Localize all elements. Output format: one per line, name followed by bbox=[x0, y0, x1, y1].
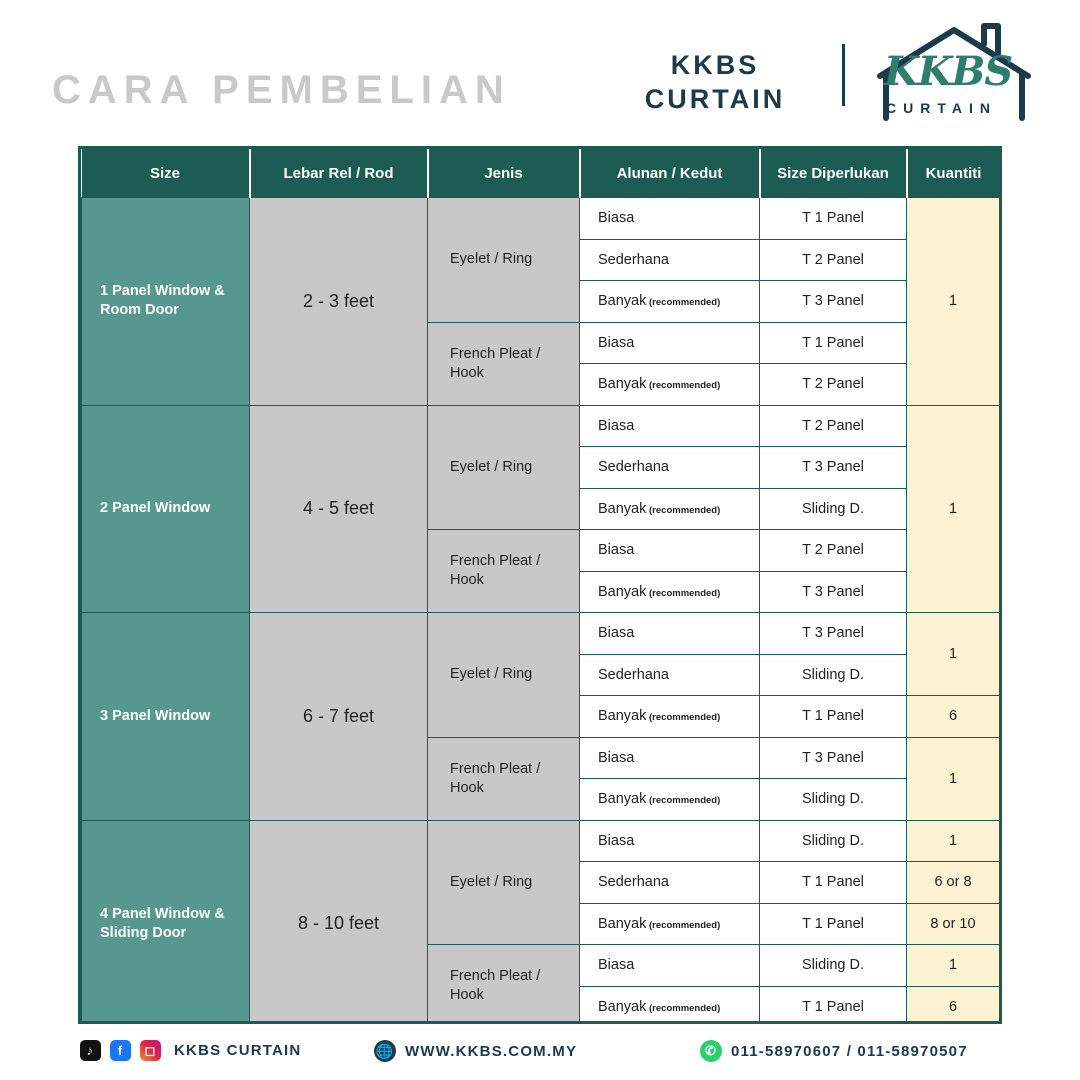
recommended-tag: (recommended) bbox=[646, 712, 721, 724]
alunan-label: Biasa bbox=[598, 334, 635, 351]
recommended-tag: (recommended) bbox=[646, 1002, 721, 1014]
cell-size-diperlukan: Sliding D. bbox=[760, 820, 907, 862]
alunan-label: Banyak bbox=[598, 500, 647, 517]
column-header-size-diperlukan: Size Diperlukan bbox=[760, 149, 907, 198]
cell-alunan-kedut bbox=[580, 571, 760, 613]
brand-divider bbox=[842, 44, 845, 106]
page-title: CARA PEMBELIAN bbox=[52, 68, 511, 112]
cell-size-diperlukan: Sliding D. bbox=[760, 654, 907, 696]
cell-size: 4 Panel Window & Sliding Door bbox=[82, 820, 250, 1024]
column-header-size: Size bbox=[82, 149, 250, 198]
cell-jenis: Eyelet / Ring bbox=[428, 198, 580, 323]
cell-jenis: Eyelet / Ring bbox=[428, 820, 580, 945]
cell-alunan-kedut bbox=[580, 530, 760, 572]
alunan-label: Biasa bbox=[598, 625, 635, 642]
alunan-label: Biasa bbox=[598, 542, 635, 559]
cell-size-diperlukan: T 3 Panel bbox=[760, 281, 907, 323]
cell-size-diperlukan: T 3 Panel bbox=[760, 447, 907, 489]
cell-size-diperlukan: T 3 Panel bbox=[760, 737, 907, 779]
alunan-label: Banyak bbox=[598, 708, 647, 725]
cell-size-diperlukan: T 1 Panel bbox=[760, 862, 907, 904]
globe-icon: 🌐 bbox=[374, 1040, 396, 1062]
alunan-label: Sederhana bbox=[598, 874, 669, 891]
footer-social bbox=[80, 1040, 301, 1061]
cell-size-diperlukan: T 2 Panel bbox=[760, 239, 907, 281]
cell-alunan-kedut bbox=[580, 986, 760, 1024]
table-row bbox=[82, 198, 1000, 240]
alunan-label: Banyak bbox=[598, 791, 647, 808]
table-body bbox=[82, 198, 1000, 1025]
cell-alunan-kedut bbox=[580, 945, 760, 987]
cell-size-diperlukan: T 3 Panel bbox=[760, 613, 907, 655]
footer-website[interactable] bbox=[374, 1040, 577, 1062]
cell-alunan-kedut bbox=[580, 322, 760, 364]
table-row bbox=[82, 820, 1000, 862]
instagram-icon[interactable]: ◻ bbox=[140, 1040, 161, 1061]
cell-kuantiti: 6 or 8 bbox=[907, 862, 1000, 904]
alunan-label: Banyak bbox=[598, 915, 647, 932]
purchase-guide-table bbox=[81, 149, 1000, 1024]
cell-jenis: French Pleat / Hook bbox=[428, 737, 580, 820]
cell-alunan-kedut bbox=[580, 862, 760, 904]
cell-kuantiti: 6 bbox=[907, 696, 1000, 738]
logo bbox=[866, 18, 1046, 130]
footer-website-text: WWW.KKBS.COM.MY bbox=[405, 1042, 578, 1060]
cell-alunan-kedut bbox=[580, 447, 760, 489]
brand-line-2: CURTAIN bbox=[644, 84, 786, 114]
cell-alunan-kedut bbox=[580, 779, 760, 821]
alunan-label: Biasa bbox=[598, 957, 635, 974]
recommended-tag: (recommended) bbox=[646, 587, 721, 599]
alunan-label: Banyak bbox=[598, 583, 647, 600]
cell-alunan-kedut bbox=[580, 488, 760, 530]
facebook-icon[interactable]: f bbox=[110, 1040, 131, 1061]
cell-size: 1 Panel Window & Room Door bbox=[82, 198, 250, 406]
cell-size-diperlukan: T 1 Panel bbox=[760, 696, 907, 738]
alunan-label: Banyak bbox=[598, 376, 647, 393]
whatsapp-icon: ✆ bbox=[700, 1040, 722, 1062]
cell-size-diperlukan: T 3 Panel bbox=[760, 571, 907, 613]
recommended-tag: (recommended) bbox=[646, 919, 721, 931]
cell-alunan-kedut bbox=[580, 405, 760, 447]
cell-jenis: French Pleat / Hook bbox=[428, 322, 580, 405]
alunan-label: Biasa bbox=[598, 749, 635, 766]
alunan-label: Sederhana bbox=[598, 459, 669, 476]
cell-jenis: French Pleat / Hook bbox=[428, 530, 580, 613]
cell-size-diperlukan: Sliding D. bbox=[760, 945, 907, 987]
recommended-tag: (recommended) bbox=[646, 504, 721, 516]
table-row bbox=[82, 405, 1000, 447]
recommended-tag: (recommended) bbox=[646, 297, 721, 309]
cell-kuantiti: 1 bbox=[907, 820, 1000, 862]
cell-kuantiti: 1 bbox=[907, 945, 1000, 987]
alunan-label: Biasa bbox=[598, 417, 635, 434]
footer-phone[interactable] bbox=[700, 1040, 968, 1062]
cell-jenis: Eyelet / Ring bbox=[428, 613, 580, 738]
cell-size: 2 Panel Window bbox=[82, 405, 250, 613]
cell-lebar-rel-rod: 8 - 10 feet bbox=[250, 820, 428, 1024]
cell-kuantiti: 8 or 10 bbox=[907, 903, 1000, 945]
cell-alunan-kedut bbox=[580, 239, 760, 281]
cell-alunan-kedut bbox=[580, 364, 760, 406]
alunan-label: Banyak bbox=[598, 293, 647, 310]
tiktok-icon[interactable]: ♪ bbox=[80, 1040, 101, 1061]
cell-size: 3 Panel Window bbox=[82, 613, 250, 821]
cell-size-diperlukan: Sliding D. bbox=[760, 488, 907, 530]
header bbox=[0, 0, 1080, 140]
column-header-lebar-rel-rod: Lebar Rel / Rod bbox=[250, 149, 428, 198]
cell-size-diperlukan: T 1 Panel bbox=[760, 198, 907, 240]
cell-kuantiti: 1 bbox=[907, 405, 1000, 613]
footer bbox=[0, 1032, 1080, 1080]
cell-kuantiti: 1 bbox=[907, 613, 1000, 696]
table-row bbox=[82, 613, 1000, 655]
purchase-guide-table-container bbox=[78, 146, 1002, 1024]
alunan-label: Biasa bbox=[598, 210, 635, 227]
cell-alunan-kedut bbox=[580, 281, 760, 323]
cell-jenis: Eyelet / Ring bbox=[428, 405, 580, 530]
cell-alunan-kedut bbox=[580, 613, 760, 655]
cell-size-diperlukan: T 1 Panel bbox=[760, 322, 907, 364]
cell-alunan-kedut bbox=[580, 903, 760, 945]
cell-size-diperlukan: Sliding D. bbox=[760, 779, 907, 821]
column-header-alunan-kedut: Alunan / Kedut bbox=[580, 149, 760, 198]
alunan-label: Sederhana bbox=[598, 666, 669, 683]
cell-kuantiti: 6 bbox=[907, 986, 1000, 1024]
brand-name bbox=[610, 48, 820, 116]
cell-alunan-kedut bbox=[580, 654, 760, 696]
cell-size-diperlukan: T 1 Panel bbox=[760, 986, 907, 1024]
cell-alunan-kedut bbox=[580, 696, 760, 738]
brand-line-1: KKBS bbox=[670, 50, 760, 80]
cell-alunan-kedut bbox=[580, 198, 760, 240]
cell-alunan-kedut bbox=[580, 820, 760, 862]
column-header-kuantiti: Kuantiti bbox=[907, 149, 1000, 198]
table-header-row bbox=[82, 149, 1000, 198]
alunan-label: Banyak bbox=[598, 998, 647, 1015]
cell-lebar-rel-rod: 4 - 5 feet bbox=[250, 405, 428, 613]
cell-size-diperlukan: T 1 Panel bbox=[760, 903, 907, 945]
cell-alunan-kedut bbox=[580, 737, 760, 779]
logo-wordmark: KKBS bbox=[884, 48, 1013, 95]
cell-size-diperlukan: T 2 Panel bbox=[760, 530, 907, 572]
cell-kuantiti: 1 bbox=[907, 198, 1000, 406]
cell-jenis: French Pleat / Hook bbox=[428, 945, 580, 1025]
footer-phone-text: 011-58970607 / 011-58970507 bbox=[731, 1042, 968, 1060]
cell-size-diperlukan: T 2 Panel bbox=[760, 364, 907, 406]
logo-subtext: CURTAIN bbox=[886, 100, 997, 116]
footer-social-handle: KKBS CURTAIN bbox=[174, 1042, 302, 1059]
alunan-label: Biasa bbox=[598, 832, 635, 849]
recommended-tag: (recommended) bbox=[646, 795, 721, 807]
cell-size-diperlukan: T 2 Panel bbox=[760, 405, 907, 447]
recommended-tag: (recommended) bbox=[646, 380, 721, 392]
cell-kuantiti: 1 bbox=[907, 737, 1000, 820]
cell-lebar-rel-rod: 6 - 7 feet bbox=[250, 613, 428, 821]
alunan-label: Sederhana bbox=[598, 251, 669, 268]
column-header-jenis: Jenis bbox=[428, 149, 580, 198]
cell-lebar-rel-rod: 2 - 3 feet bbox=[250, 198, 428, 406]
